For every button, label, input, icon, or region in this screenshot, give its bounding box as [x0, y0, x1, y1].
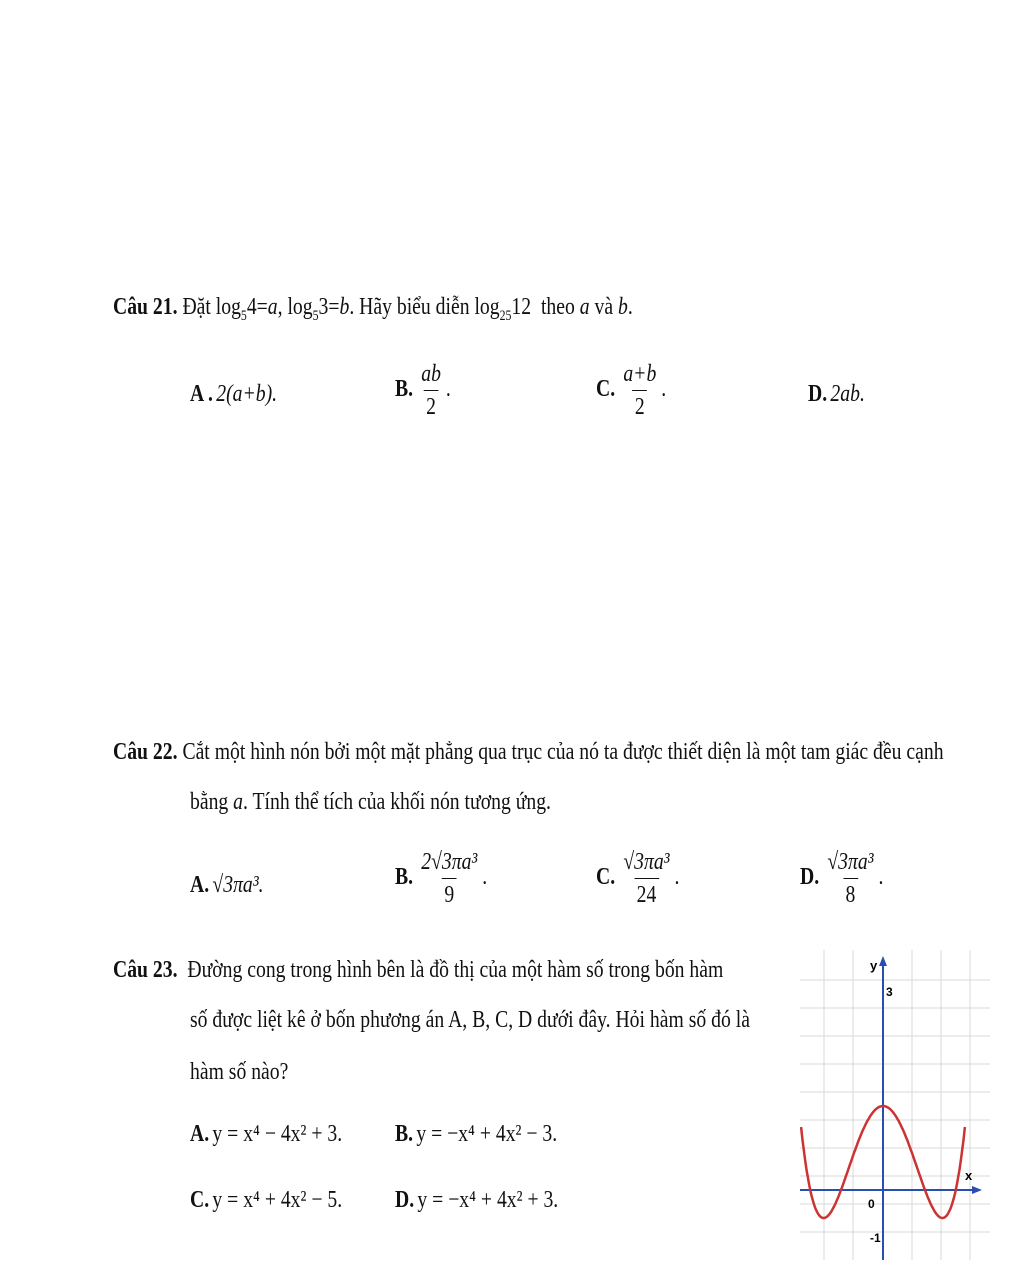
q23-label: Câu 23.	[113, 957, 178, 983]
label-origin: 0	[868, 1197, 875, 1211]
x-axis-arrow	[972, 1186, 982, 1194]
q22-option-d[interactable]: D. $\frac{\text{√3πa³}}{8}$ .	[800, 849, 884, 908]
function-graph	[800, 950, 990, 1260]
label-three: 3	[886, 985, 893, 999]
q22-label: Câu 22.	[113, 739, 178, 765]
q22-option-b[interactable]: B. $\frac{\text{2√3πa³}}{9}$ .	[395, 849, 488, 908]
q21-dat: Đặt	[182, 294, 211, 320]
q22-d-fraction: $\frac{\text{√3πa³}}{8}$	[827, 849, 874, 908]
q21-option-c[interactable]: C. $\frac{a+b}{2}$ .	[596, 361, 667, 420]
x-axis-label: x	[965, 1168, 973, 1183]
q22-b-fraction: $\frac{\text{2√3πa³}}{9}$	[421, 849, 478, 908]
q21-label: Câu 21.	[113, 294, 178, 320]
q22-option-a[interactable]: A. √3πa³.	[190, 872, 264, 898]
q23-statement-line3: hàm số nào?	[190, 1059, 289, 1085]
q21-option-b[interactable]: B. $\frac{ab}{2}$ .	[395, 361, 451, 420]
q21-target: $\log_{25}12$	[474, 294, 532, 324]
y-axis-arrow	[879, 956, 887, 966]
q22-statement-line2: bằng a. Tính thể tích của khối nón tương ứng.	[190, 789, 551, 815]
q23-statement-line2: số được liệt kê ở bốn phương án A, B, C, D dưới đây. Hỏi hàm số đó là	[190, 1007, 750, 1033]
q21-c-fraction: $\frac{a+b}{2}$	[623, 361, 657, 420]
q22-statement-line1: Câu 22. Cắt một hình nón bởi một mặt phẳng qua trục của nó ta được thiết diện là một tam giác đều cạnh	[113, 739, 944, 765]
q21-b-fraction: $\frac{ab}{2}$	[421, 361, 441, 420]
label-minus-one: -1	[870, 1231, 881, 1245]
y-axis-label: y	[870, 958, 878, 973]
q22-c-fraction: $\frac{\text{√3πa³}}{24}$	[623, 849, 670, 908]
q23-option-d[interactable]: D. y = −x⁴ + 4x² + 3.	[395, 1187, 559, 1213]
q21-statement: Câu 21. Đặt $\log_54=a$, $\log_53=b$. Hãy biểu diễn $\log_{25}12$ theo a và b.	[113, 294, 633, 324]
q21-expr: $\log_54=a$, $\log_53=b$	[215, 294, 350, 324]
q21-theo: theo	[540, 294, 575, 320]
q23-statement-line1: Câu 23. Đường cong trong hình bên là đồ thị của một hàm số trong bốn hàm	[113, 957, 724, 983]
q21-option-a[interactable]: A . 2(a+b).	[190, 381, 278, 407]
q21-option-d[interactable]: D. 2ab.	[808, 381, 865, 407]
q23-option-b[interactable]: B. y = −x⁴ + 4x² − 3.	[395, 1121, 558, 1147]
q21-mid-text: . Hãy biểu diễn	[349, 294, 470, 320]
q23-option-c[interactable]: C. y = x⁴ + 4x² − 5.	[190, 1187, 343, 1213]
q21-va: và	[594, 294, 614, 320]
q23-option-a[interactable]: A. y = x⁴ − 4x² + 3.	[190, 1121, 343, 1147]
q22-option-c[interactable]: C. $\frac{\text{√3πa³}}{24}$ .	[596, 849, 680, 908]
